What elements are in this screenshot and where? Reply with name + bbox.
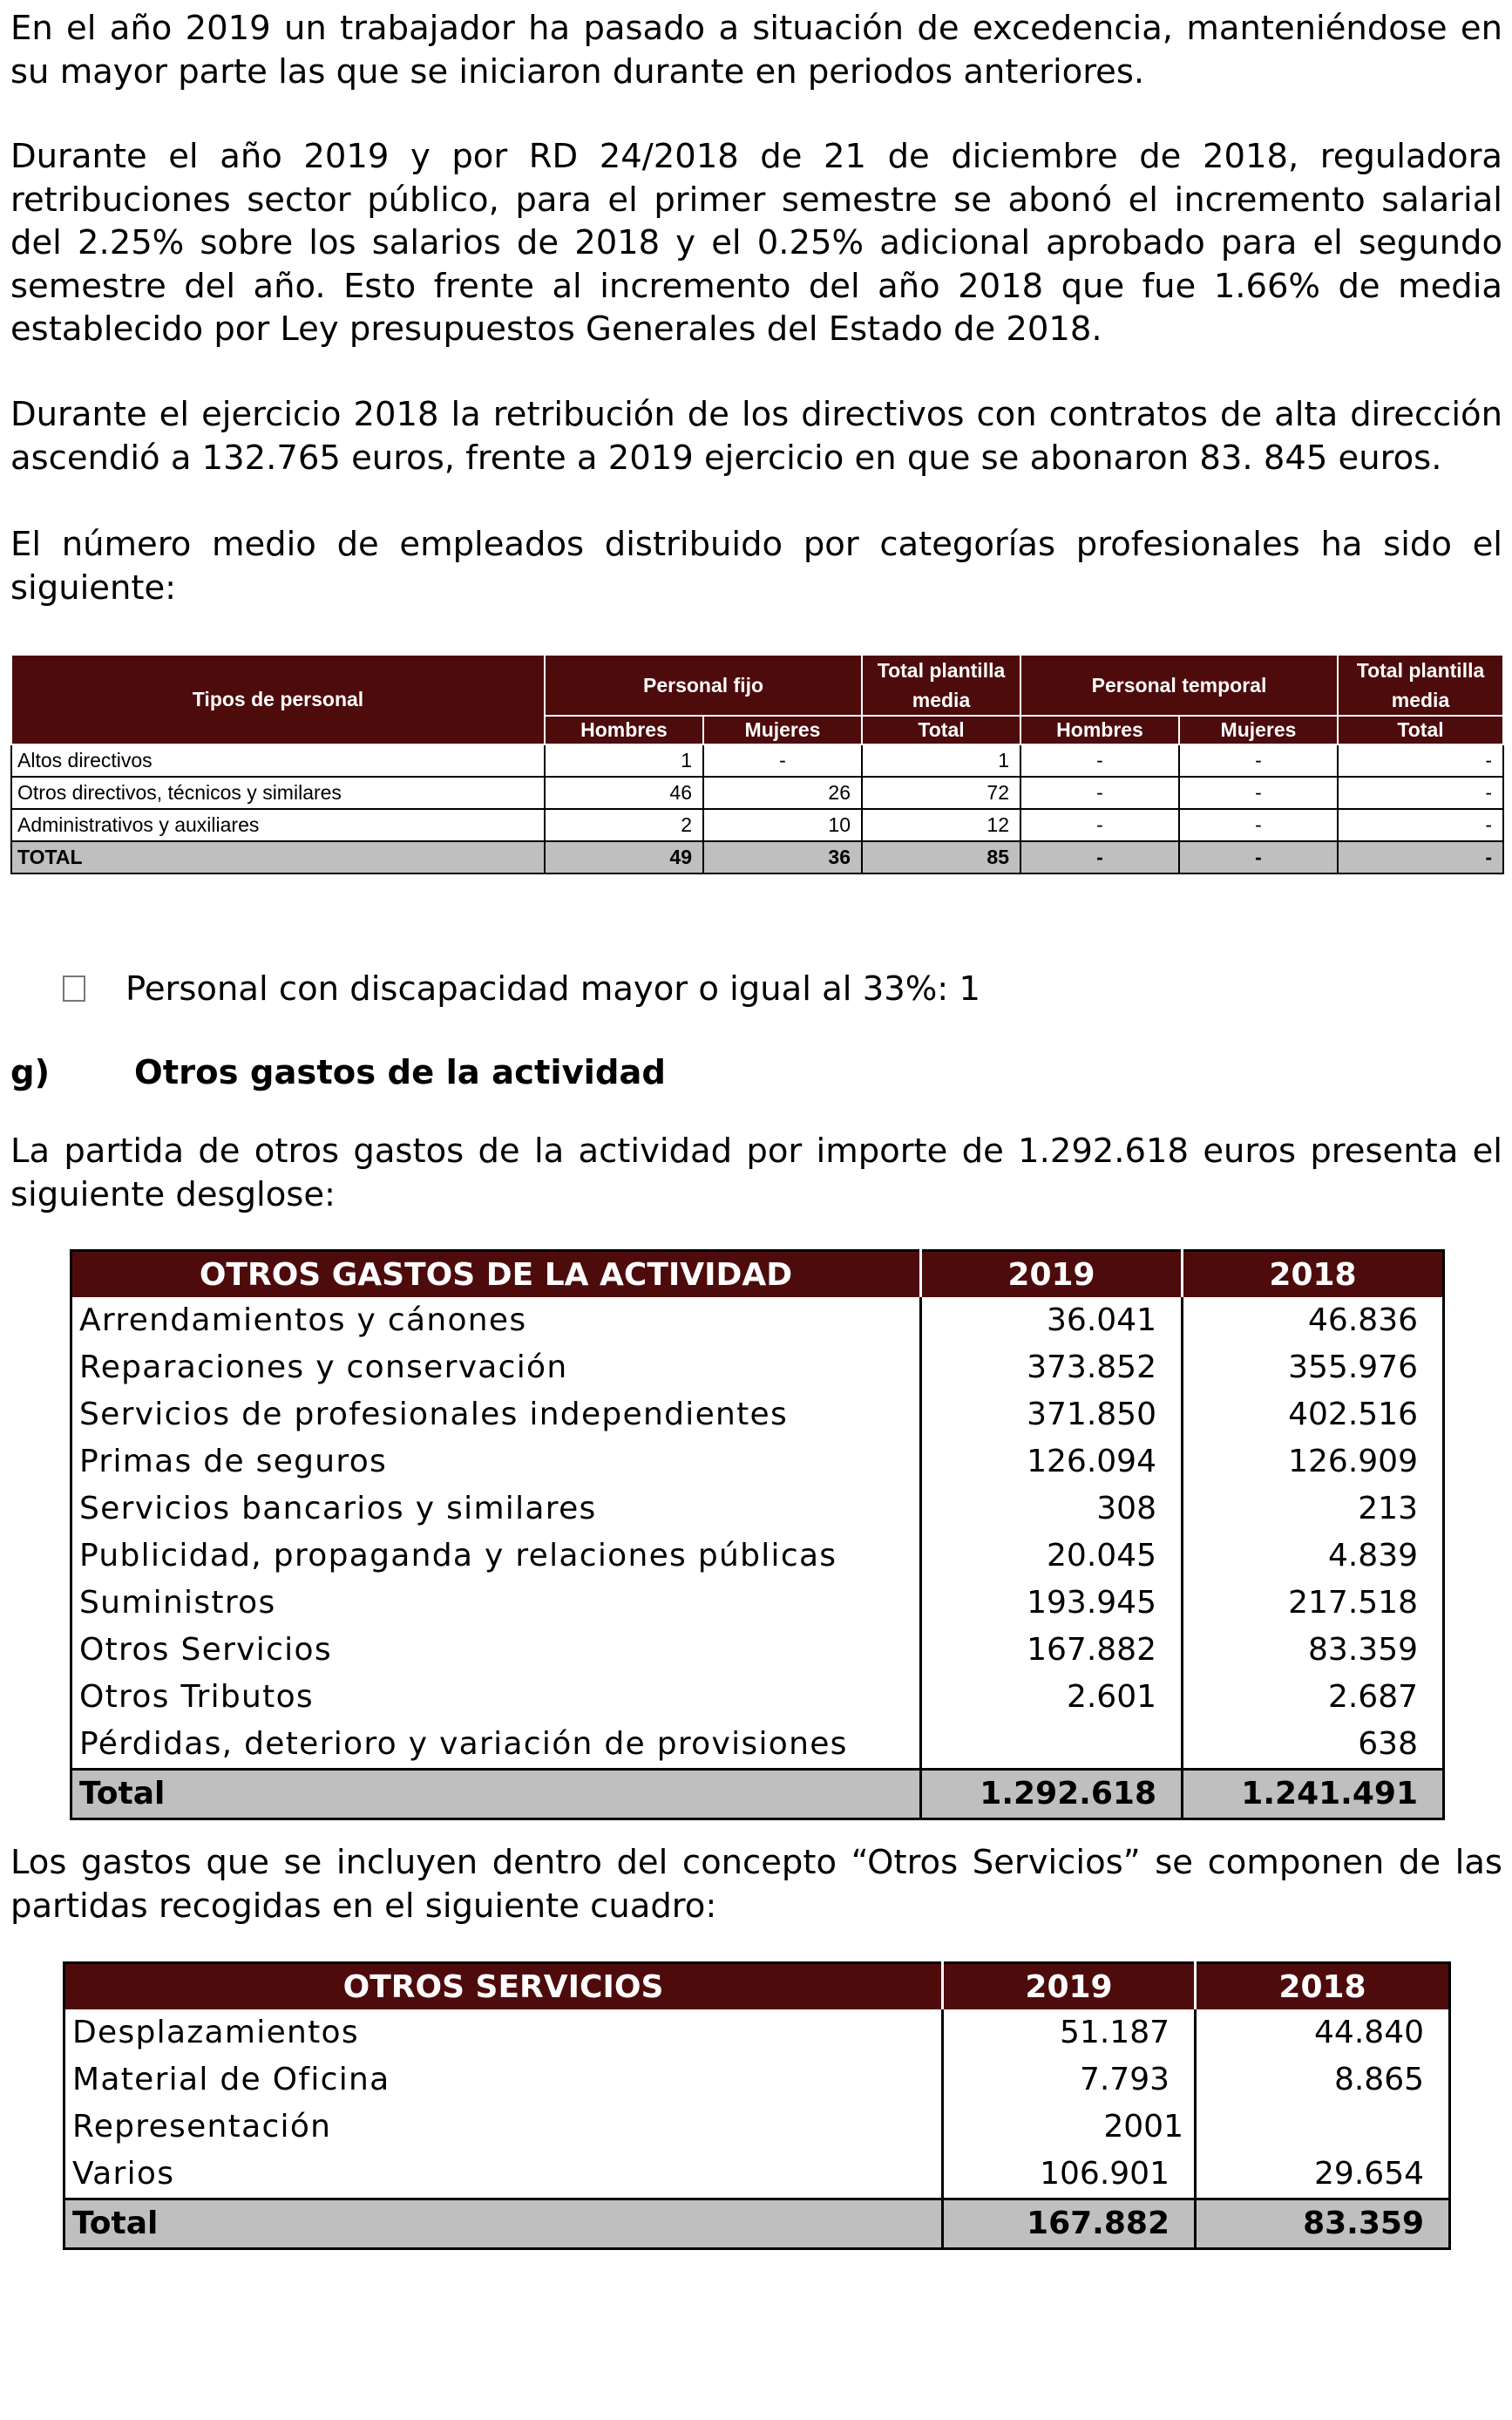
table-row [71, 1485, 1444, 1533]
cell-2019: 7.793 [943, 2056, 1196, 2104]
cell-2018: 2.687 [1183, 1674, 1444, 1721]
row-label: Material de Oficina [72, 2062, 390, 2097]
cell-2019 [921, 1721, 1183, 1770]
cell-2019: 106.901 [943, 2151, 1196, 2199]
row-label: Servicios de profesionales independientes [79, 1397, 789, 1432]
cell-fijo-mujeres: 36 [703, 841, 862, 874]
table-total-row [64, 2199, 1450, 2249]
col-tipos-personal: Tipos de personal [11, 655, 545, 744]
row-label: Altos directivos [11, 744, 545, 777]
table-row [11, 777, 1503, 809]
bullet-box-icon [63, 975, 85, 1002]
personnel-table [10, 654, 1504, 874]
table-total-row [11, 841, 1503, 874]
table-row [64, 2009, 1450, 2056]
row-label: Representación [72, 2109, 332, 2145]
cell-2018: 638 [1183, 1721, 1444, 1770]
col-2019: 2019 [921, 1251, 1183, 1298]
col-total-plantilla-temporal: Total plantilla media [1338, 655, 1503, 716]
cell-2019: 20.045 [921, 1533, 1183, 1580]
table-total-row [71, 1770, 1444, 1819]
cell-2019: 126.094 [921, 1438, 1183, 1485]
cell-temporal-total: - [1338, 744, 1503, 777]
table-row [71, 1533, 1444, 1580]
sub-hombres-fijo: Hombres [545, 716, 703, 744]
col-personal-fijo: Personal fijo [545, 655, 862, 716]
row-label: Pérdidas, deterioro y variación de provisiones [79, 1726, 848, 1762]
table-row [64, 2056, 1450, 2104]
row-label: Total [71, 1770, 921, 1819]
bullet-text: Personal con discapacidad mayor o igual al 33%: 1 [125, 969, 980, 1009]
cell-fijo-hombres: 49 [545, 841, 703, 874]
table-row [11, 744, 1503, 777]
paragraph-incremento-salarial: Durante el año 2019 y por RD 24/2018 de 21 de diciembre de 2018, reguladora retribuciones sector público, para el primer semestre se abonó el incremento salarial del 2.25% sobre los salarios de 2018 y el 0.25% adicional aprobado para el segundo semestre del año. Esto frente al incremento del año 2018 que fue 1.66% de media establecido por Ley presupuestos Generales del Estado de 2018. [10, 137, 1502, 349]
cell-fijo-total: 12 [862, 809, 1020, 841]
table-row [71, 1438, 1444, 1485]
cell-2018: 83.359 [1183, 1627, 1444, 1674]
table-row [71, 1297, 1444, 1344]
table-row [71, 1674, 1444, 1721]
cell-2019: 371.850 [921, 1391, 1183, 1438]
cell-2018: 217.518 [1183, 1580, 1444, 1627]
cell-2018: 402.516 [1183, 1391, 1444, 1438]
cell-2018: 213 [1183, 1485, 1444, 1533]
row-label: Varios [72, 2156, 175, 2192]
row-label: Otros directivos, técnicos y similares [11, 777, 545, 809]
cell-2018: 8.865 [1196, 2056, 1450, 2104]
cell-2019: 51.187 [943, 2009, 1196, 2056]
cell-2019: 193.945 [921, 1580, 1183, 1627]
row-label: TOTAL [11, 841, 545, 874]
cell-fijo-mujeres: - [703, 744, 862, 777]
otros-servicios-table [63, 1961, 1451, 2250]
row-label: Desplazamientos [72, 2015, 359, 2050]
cell-fijo-mujeres: 10 [703, 809, 862, 841]
table-row [71, 1391, 1444, 1438]
table-row [71, 1344, 1444, 1391]
paragraph-excedencia: En el año 2019 un trabajador ha pasado a situación de excedencia, manteniéndose en su mayor parte las que se iniciaron durante en periodos anteriores. [10, 9, 1502, 92]
cell-2018: 1.241.491 [1183, 1770, 1444, 1819]
cell-2019: 2001 [943, 2104, 1196, 2151]
col-otros-servicios: OTROS SERVICIOS [64, 1963, 943, 2010]
table-row [64, 2151, 1450, 2199]
row-label: Reparaciones y conservación [79, 1349, 568, 1385]
table-row [71, 1721, 1444, 1770]
cell-2018: 126.909 [1183, 1438, 1444, 1485]
col-2019: 2019 [943, 1963, 1196, 2010]
cell-temporal-mujeres: - [1179, 744, 1338, 777]
cell-2018: 4.839 [1183, 1533, 1444, 1580]
cell-2019: 308 [921, 1485, 1183, 1533]
table-row [71, 1580, 1444, 1627]
sub-mujeres-fijo: Mujeres [703, 716, 862, 744]
cell-temporal-total: - [1338, 777, 1503, 809]
cell-temporal-hombres: - [1020, 841, 1179, 874]
cell-fijo-total: 1 [862, 744, 1020, 777]
row-label: Total [64, 2199, 943, 2249]
cell-temporal-mujeres: - [1179, 809, 1338, 841]
otros-gastos-table [70, 1249, 1445, 1820]
row-label: Servicios bancarios y similares [79, 1491, 597, 1526]
cell-fijo-total: 85 [862, 841, 1020, 874]
cell-temporal-hombres: - [1020, 809, 1179, 841]
cell-temporal-mujeres: - [1179, 841, 1338, 874]
cell-2019: 373.852 [921, 1344, 1183, 1391]
cell-temporal-total: - [1338, 809, 1503, 841]
row-label: Arrendamientos y cánones [79, 1302, 527, 1338]
col-2018: 2018 [1196, 1963, 1450, 2010]
sub-hombres-temporal: Hombres [1020, 716, 1179, 744]
section-letter: g) [10, 1053, 51, 1092]
row-label: Otros Tributos [79, 1679, 314, 1715]
sub-total-temporal: Total [1338, 716, 1503, 744]
cell-2018: 29.654 [1196, 2151, 1450, 2199]
cell-fijo-mujeres: 26 [703, 777, 862, 809]
section-heading-g [10, 1051, 666, 1095]
cell-2019: 2.601 [921, 1674, 1183, 1721]
row-label: Administrativos y auxiliares [11, 809, 545, 841]
cell-fijo-total: 72 [862, 777, 1020, 809]
table-row [64, 2104, 1450, 2151]
col-2018: 2018 [1183, 1251, 1444, 1298]
cell-2019: 167.882 [921, 1627, 1183, 1674]
cell-temporal-hombres: - [1020, 777, 1179, 809]
cell-fijo-hombres: 2 [545, 809, 703, 841]
col-total-plantilla-fijo: Total plantilla media [862, 655, 1020, 716]
row-label: Publicidad, propaganda y relaciones públicas [79, 1538, 837, 1574]
paragraph-retribucion-directivos: Durante el ejercicio 2018 la retribución de los directivos con contratos de alta dirección ascendió a 132.765 euros, frente a 2019 ejercicio en que se abonaron 83. 845 euros. [10, 395, 1502, 478]
cell-2019: 36.041 [921, 1297, 1183, 1344]
sub-total-fijo: Total [862, 716, 1020, 744]
cell-2018: 46.836 [1183, 1297, 1444, 1344]
cell-temporal-hombres: - [1020, 744, 1179, 777]
sub-mujeres-temporal: Mujeres [1179, 716, 1338, 744]
cell-fijo-hombres: 46 [545, 777, 703, 809]
col-otros-gastos: OTROS GASTOS DE LA ACTIVIDAD [71, 1251, 921, 1298]
paragraph-numero-medio: El número medio de empleados distribuido por categorías profesionales ha sido el siguiente: [10, 525, 1502, 608]
row-label: Suministros [79, 1585, 276, 1621]
paragraph-otros-gastos: La partida de otros gastos de la actividad por importe de 1.292.618 euros presenta el siguiente desglose: [10, 1132, 1502, 1214]
cell-2018: 355.976 [1183, 1344, 1444, 1391]
table-row [71, 1627, 1444, 1674]
cell-fijo-hombres: 1 [545, 744, 703, 777]
cell-2018: 83.359 [1196, 2199, 1450, 2249]
cell-2018: 44.840 [1196, 2009, 1450, 2056]
row-label: Otros Servicios [79, 1632, 332, 1668]
table-row [11, 809, 1503, 841]
cell-2019: 1.292.618 [921, 1770, 1183, 1819]
section-title: Otros gastos de la actividad [134, 1053, 666, 1092]
cell-2019: 167.882 [943, 2199, 1196, 2249]
bullet-discapacidad [63, 968, 980, 1011]
col-personal-temporal: Personal temporal [1020, 655, 1338, 716]
paragraph-otros-servicios: Los gastos que se incluyen dentro del concepto “Otros Servicios” se componen de las partidas recogidas en el siguiente cuadro: [10, 1843, 1502, 1926]
cell-temporal-total: - [1338, 841, 1503, 874]
cell-2018 [1196, 2104, 1450, 2151]
row-label: Primas de seguros [79, 1444, 388, 1479]
cell-temporal-mujeres: - [1179, 777, 1338, 809]
